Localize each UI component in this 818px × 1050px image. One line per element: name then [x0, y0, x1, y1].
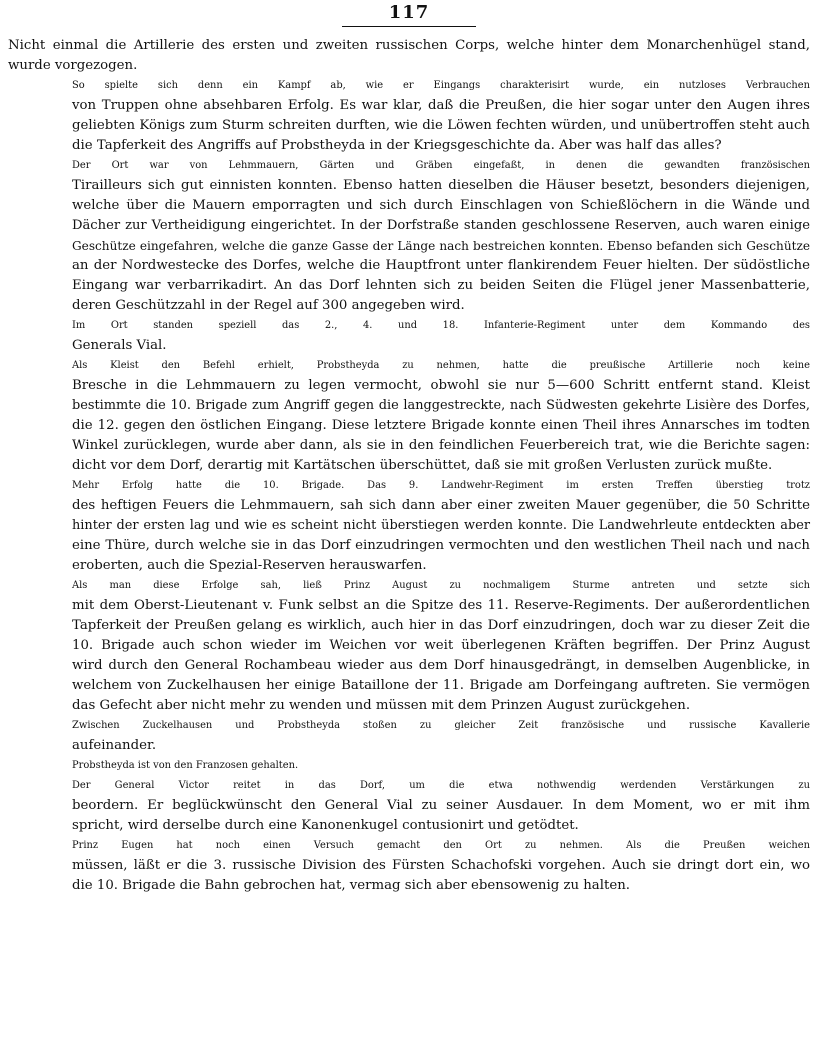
text-line: müssen, läßt er die 3. russische Division des Fürsten Schachofski vorgehen. Auch sie dringt dort ein, wo	[72, 858, 810, 873]
text-line: welchem von Zuckelhausen her einige Bataillone der 11. Brigade am Dorfeingang auftreten. Sie vermögen	[72, 678, 810, 693]
paragraph	[8, 716, 810, 756]
text-line: spricht, wird derselbe durch eine Kanonenkugel contusionirt und getödtet.	[72, 818, 579, 833]
text-line: die 12. gegen den östlichen Eingang. Diese letztere Brigade konnte einen Theil ihres Annarsches im todten	[72, 418, 810, 433]
paragraph	[8, 776, 810, 836]
text-line: Mehr Erfolg hatte die 10. Brigade. Das 9. Landwehr-Regiment im ersten Treffen überstieg trotz	[72, 480, 810, 491]
paragraph	[8, 756, 810, 776]
text-line: wird durch den General Rochambeau wieder aus dem Dorf hinausgedrängt, in demselben Augenblicke, in	[72, 658, 810, 673]
text-line: Tirailleurs sich gut einnisten konnten. Ebenso hatten dieselben die Häuser besetzt, besonders diejenigen,	[72, 178, 810, 193]
paragraph	[8, 476, 810, 576]
text-line: eroberten, auch die Spezial-Reserven herauswarfen.	[72, 558, 427, 573]
paragraph	[8, 836, 810, 896]
paragraph	[8, 356, 810, 476]
text-line: die Tapferkeit des Angriffs auf Probstheyda in der Kriegsgeschichte da. Aber was half das alles?	[72, 138, 722, 153]
text-line: Winkel zurücklegen, wurde aber dann, als sie in den feindlichen Feuerbereich trat, wie die Berichte sagen:	[72, 438, 810, 453]
text-line: Nicht einmal die Artillerie des ersten und zweiten russischen Corps, welche hinter dem Monarchenhügel stand,	[8, 38, 810, 53]
text-line: Eingang war verbarrikadirt. An das Dorf lehnten sich zu beiden Seiten die Flügel jener Massenbatterie,	[72, 278, 810, 293]
text-line: Der General Victor reitet in das Dorf, um die etwa nothwendig werdenden Verstärkungen zu	[72, 780, 810, 791]
page-body	[8, 36, 810, 896]
text-line: aufeinander.	[72, 738, 157, 753]
text-line: dicht vor dem Dorf, derartig mit Kartätschen überschüttet, daß sie mit großen Verlusten zurück mußte.	[72, 458, 773, 473]
text-line: Bresche in die Lehmmauern zu legen vermocht, obwohl sie nur 5—600 Schritt entfernt stand. Kleist	[72, 378, 810, 393]
text-line: Prinz Eugen hat noch einen Versuch gemacht den Ort zu nehmen. Als die Preußen weichen	[72, 840, 810, 851]
paragraph	[8, 36, 810, 76]
text-line: Tapferkeit der Preußen gelang es wirklich, auch hier in das Dorf einzudringen, doch war zu dieser Zeit die	[72, 618, 810, 633]
text-line: hinter der ersten lag und wie es scheint nicht überstiegen werden konnte. Die Landwehrleute entdeckten aber	[72, 518, 810, 533]
page-number: 117	[388, 2, 430, 23]
text-line: Der Ort war von Lehmmauern, Gärten und Gräben eingefaßt, in denen die gewandten französischen	[72, 160, 810, 171]
text-line: geliebten Königs zum Sturm schreiten durften, wie die Löwen fechten würden, und unübertroffen steht auch	[72, 118, 810, 133]
text-line: beordern. Er beglückwünscht den General Vial zu seiner Ausdauer. In dem Moment, wo er mit ihm	[72, 798, 810, 813]
text-line: mit dem Oberst-Lieutenant v. Funk selbst an die Spitze des 11. Reserve-Regiments. Der außerordentlichen	[72, 598, 810, 613]
text-line: Im Ort standen speziell das 2., 4. und 18. Infanterie-Regiment unter dem Kommando des	[72, 320, 810, 331]
text-line: eine Thüre, durch welche sie in das Dorf einzudringen vermochten und den westlichen Theil nach und nach	[72, 538, 810, 553]
paragraph	[8, 316, 810, 356]
text-line: wurde vorgezogen.	[8, 58, 138, 73]
text-line: Als Kleist den Befehl erhielt, Probstheyda zu nehmen, hatte die preußische Artillerie noch keine	[72, 360, 810, 371]
paragraph	[8, 156, 810, 316]
header-rule	[342, 26, 476, 27]
text-line: von Truppen ohne absehbaren Erfolg. Es war klar, daß die Preußen, die hier sogar unter den Augen ihres	[72, 98, 810, 113]
page-header	[0, 2, 818, 28]
text-line: an der Nordwestecke des Dorfes, welche die Hauptfront unter flankirendem Feuer hielten. Der südöstliche	[72, 258, 810, 273]
paragraph	[8, 76, 810, 156]
text-line: Zwischen Zuckelhausen und Probstheyda stoßen zu gleicher Zeit französische und russische Kavallerie	[72, 720, 810, 731]
text-line: das Gefecht aber nicht mehr zu wenden und müssen mit dem Prinzen August zurückgehen.	[72, 698, 691, 713]
text-line: So spielte sich denn ein Kampf ab, wie er Eingangs charakterisirt wurde, ein nutzloses Verbrauchen	[72, 80, 810, 91]
text-line: Generals Vial.	[72, 338, 167, 353]
text-line: welche über die Mauern emporragten und sich durch Einschlagen von Schießlöchern in die Wände und	[72, 198, 810, 213]
text-line: des heftigen Feuers die Lehmmauern, sah sich dann aber einer zweiten Mauer gegenüber, die 50 Schritte	[72, 498, 810, 513]
paragraph	[8, 576, 810, 716]
text-line: bestimmte die 10. Brigade zum Angriff gegen die langgestreckte, nach Südwesten gekehrte Lisière des Dorfes,	[72, 398, 810, 413]
text-line: 10. Brigade auch schon wieder im Weichen vor weit überlegenen Kräften begriffen. Der Prinz August	[72, 638, 810, 653]
text-line: die 10. Brigade die Bahn gebrochen hat, vermag sich aber ebensowenig zu halten.	[72, 878, 630, 893]
text-line: Geschütze eingefahren, welche die ganze Gasse der Länge nach bestreichen konnten. Ebenso befanden sich Geschütze	[72, 239, 810, 253]
text-line: Als man diese Erfolge sah, ließ Prinz August zu nochmaligem Sturme antreten und setzte sich	[72, 580, 810, 591]
text-line: Probstheyda ist von den Franzosen gehalten.	[72, 760, 299, 771]
text-line: deren Geschützzahl in der Regel auf 300 angegeben wird.	[72, 298, 465, 313]
text-line: Dächer zur Vertheidigung eingerichtet. In der Dorfstraße standen geschlossene Reserven, auch waren einige	[72, 218, 810, 233]
